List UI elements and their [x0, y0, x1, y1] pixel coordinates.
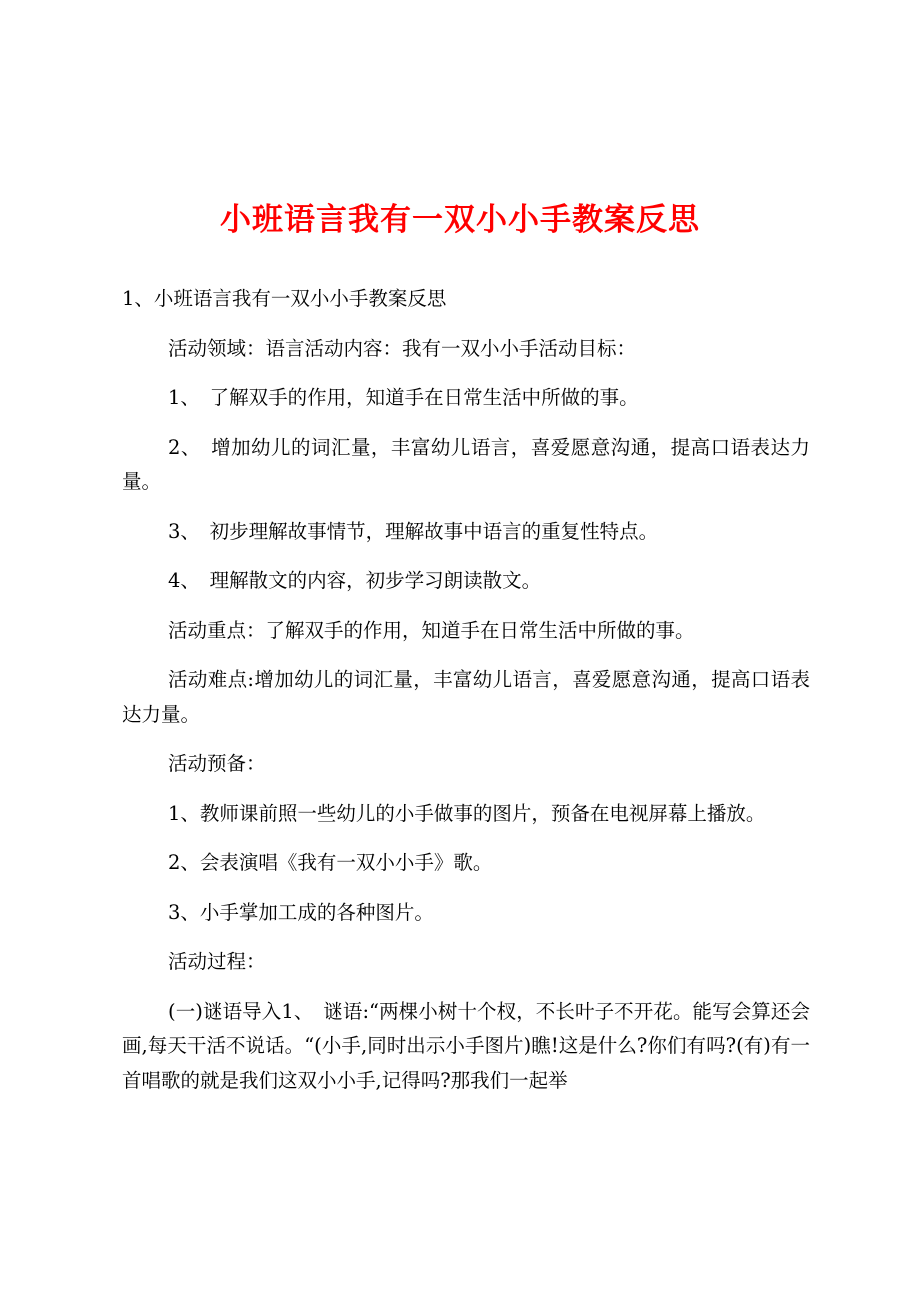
paragraph: 活动难点:增加幼儿的词汇量，丰富幼儿语言，喜爱愿意沟通，提高口语表达力量。: [122, 668, 810, 726]
paragraph: 活动重点：了解双手的作用，知道手在日常生活中所做的事。: [168, 618, 695, 642]
paragraph: (一)谜语导入1、 谜语:“两棵小树十个杈，不长叶子不开花。能写会算还会画,每天干活不说话。“(小手,同时出示小手图片)瞧!这是什么?你们有吗?(有)有一首唱歌的就是我们这双小小手,记得吗?那我们一起举: [122, 999, 810, 1092]
document-body: [122, 282, 810, 1113]
paragraph: 2、会表演唱《我有一双小小手》歌。: [168, 851, 493, 874]
paragraph: 3、小手掌加工成的各种图片。: [168, 900, 434, 924]
paragraph: 1、小班语言我有一双小小手教案反思: [122, 287, 447, 310]
paragraph: 2、 增加幼儿的词汇量，丰富幼儿语言，喜爱愿意沟通，提高口语表达力量。: [122, 435, 810, 493]
paragraph: 活动过程：: [168, 950, 266, 973]
paragraph: 1、教师课前照一些幼儿的小手做事的图片，预备在电视屏幕上播放。: [168, 801, 766, 825]
paragraph: 3、 初步理解故事情节，理解故事中语言的重复性特点。: [168, 519, 659, 543]
paragraph: 4、 理解散文的内容，初步学习朗读散文。: [168, 569, 542, 592]
paragraph: 1、 了解双手的作用，知道手在日常生活中所做的事。: [168, 386, 639, 409]
document-title: 小班语言我有一双小小手教案反思: [220, 202, 700, 238]
paragraph: 活动领域：语言活动内容：我有一双小小手活动目标：: [168, 336, 637, 360]
paragraph: 活动预备：: [168, 752, 266, 775]
